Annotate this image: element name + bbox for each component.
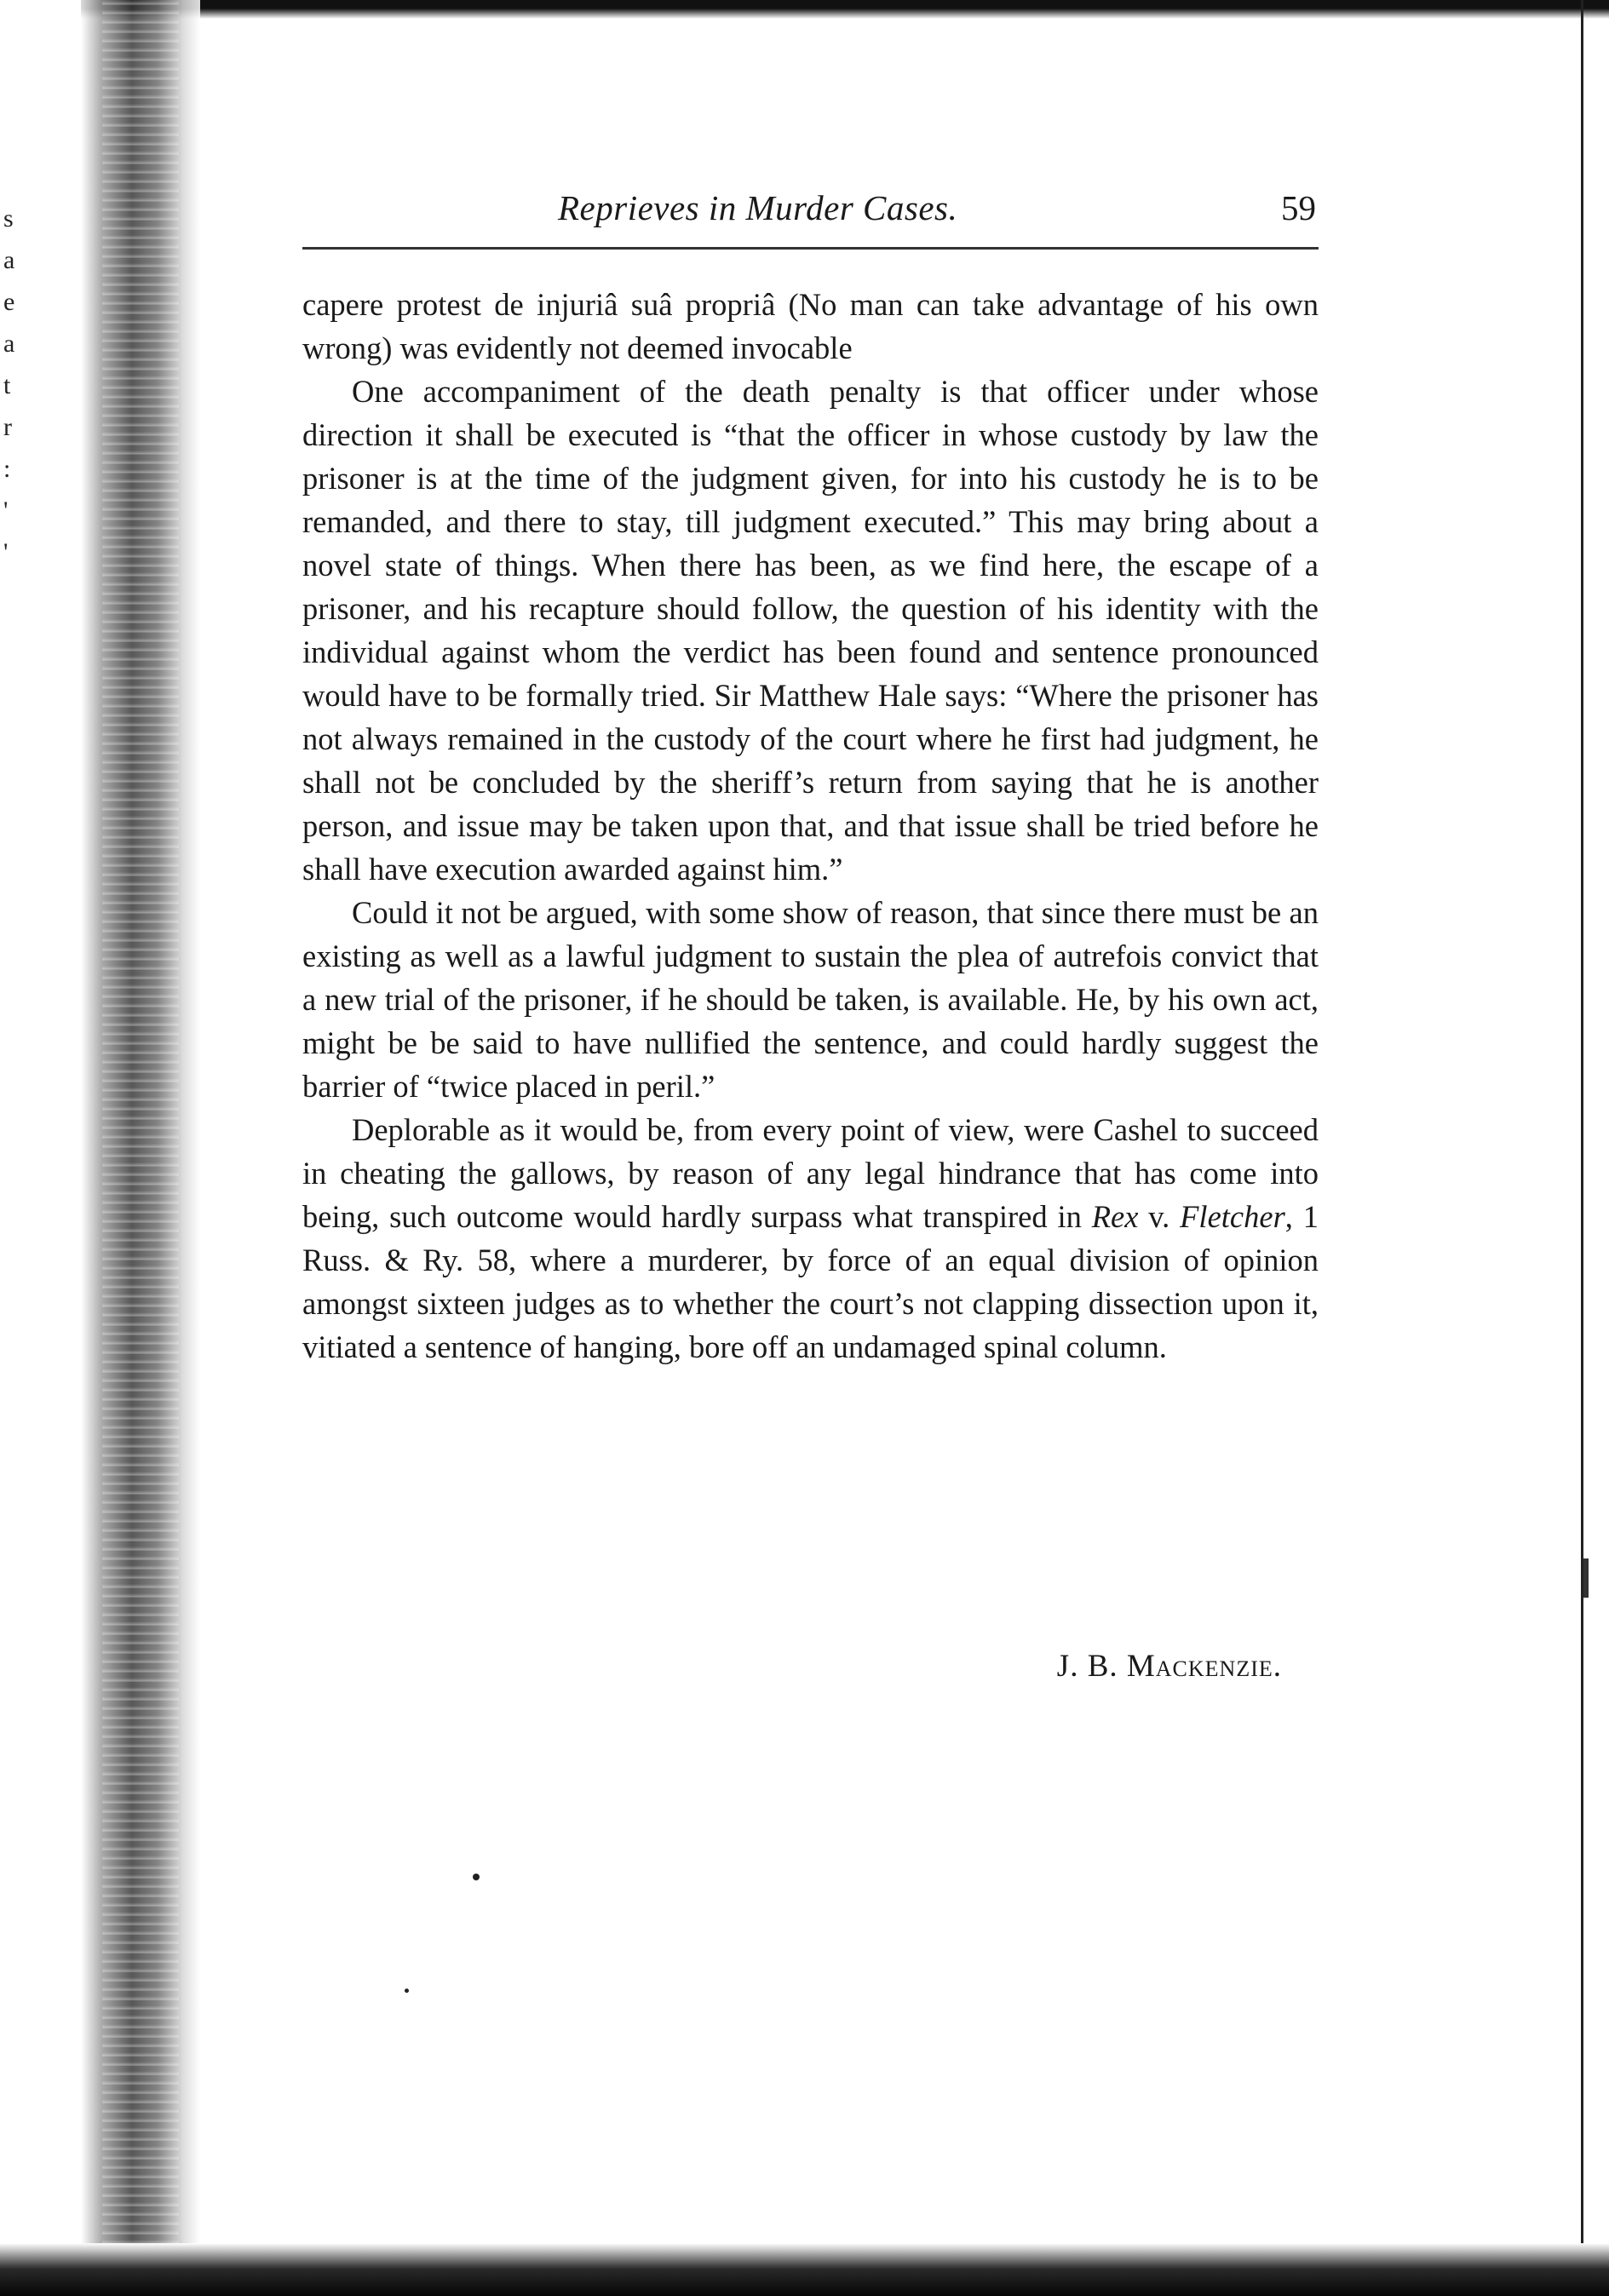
fragment-letter: r xyxy=(3,413,12,441)
paragraph: One accompaniment of the death penalty is that officer under whose direction it shall be executed is “that the officer in whose custody by law the prisoner is at the time of the judgment given, for into his custody he is to be remanded, and there to stay, till judgment executed.” This may bring about a novel state of things. When there has been, as we find here, the escape of a prisoner, and his recapture should follow, the question of his identity with the individual against whom the verdict has been found and sentence pronounced would have to be formally tried. Sir Matthew Hale says: “Where the prisoner has not always remained in the custody of the court where he first had judgment, he shall not be concluded by the sheriff’s return from saying that he is another person, and issue may be taken upon that, and that issue shall be tried before he shall have execution awarded against him.” xyxy=(302,374,1319,887)
book-page xyxy=(302,0,1325,2214)
text-run: v. xyxy=(1138,1199,1181,1234)
fragment-letter: t xyxy=(3,371,11,399)
author-signature xyxy=(1057,1648,1282,1685)
fragment-letter: e xyxy=(3,288,15,316)
binding-gutter-texture xyxy=(102,0,179,2296)
page-number: 59 xyxy=(1281,188,1316,227)
paragraph-continued: capere protest de injuriâ suâ propriâ (No man can take advantage of his own wrong) was evidently not deemed invocable xyxy=(302,287,1319,365)
scan-speck xyxy=(405,1989,409,1993)
paragraph: Could it not be argued, with some show of reason, that since there must be an existing as well as a lawful judgment to sustain the plea of autrefois convict that a new trial of the prisoner, if he should be taken, is available. He, by his own act, might be be said to have nullified the sentence, and could hardly suggest the barrier of “twice placed in peril.” xyxy=(302,895,1319,1104)
fragment-letter: ' xyxy=(3,497,9,525)
fragment-letter: : xyxy=(3,455,11,483)
header-rule xyxy=(302,247,1319,250)
text-run: Deplorable as it would be, from every point of view, were Cashel to succeed in cheating the gallows, by reason of any legal hindrance that has come into being, such outcome would hardly surpass what transpired in xyxy=(302,1112,1319,1234)
fragment-letter: ' xyxy=(3,538,9,566)
running-head-title: Reprieves in Murder Cases. xyxy=(558,188,958,227)
scan-right-mark xyxy=(1583,1558,1589,1598)
scan-right-edge xyxy=(1581,0,1583,2296)
scan-speck xyxy=(473,1874,480,1880)
signature-surname: Mackenzie. xyxy=(1126,1649,1282,1684)
scan-bottom-edge xyxy=(0,2243,1609,2296)
paragraph-last xyxy=(302,1108,1319,1369)
body-text xyxy=(302,283,1319,1369)
text-run: , 1 Russ. & Ry. 58, where a murderer, by force of an equal division of opinion amongst sixteen judges as to whether the court’s not clapping dissection upon it, vitiated a sentence of hanging, bore off an undamaged spinal column. xyxy=(302,1199,1319,1364)
fragment-letter: s xyxy=(3,204,14,232)
case-name: Fletcher xyxy=(1180,1199,1285,1234)
signature-initials: J. B. xyxy=(1056,1649,1127,1684)
fragment-letter: a xyxy=(3,330,15,358)
running-head xyxy=(302,187,1316,247)
facing-page-fragments xyxy=(3,198,37,573)
fragment-letter: a xyxy=(3,246,15,274)
case-name: Rex xyxy=(1091,1199,1139,1234)
